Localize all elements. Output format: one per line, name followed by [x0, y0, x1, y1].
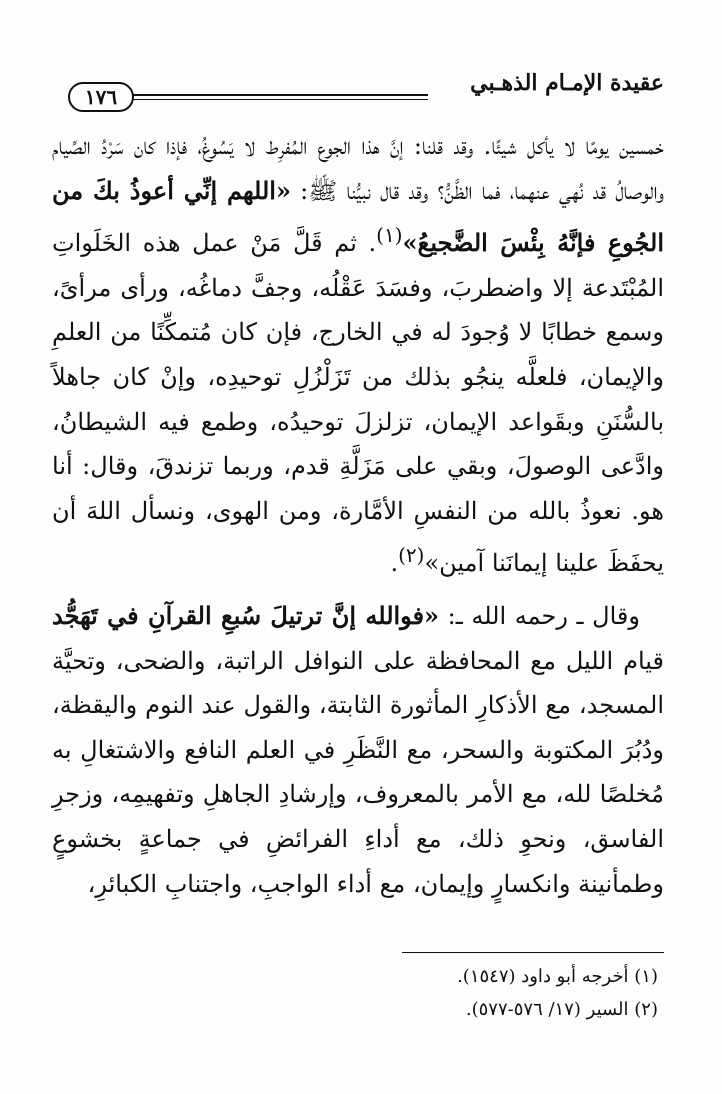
footnote-separator: [402, 952, 664, 953]
page-number: ١٧٦: [68, 82, 134, 112]
running-header: [68, 68, 664, 108]
header-rule: [132, 94, 428, 100]
hadith-quote: «اللهم إنِّي أعوذُ بكَ من الجُوعِ فإنَّهُ بِئْسَ الضَّجيعُ»: [52, 175, 664, 258]
footnote-1: (١) أخرجه أبو داود (١٥٤٧).: [457, 966, 658, 987]
footnote-marker-1: (١): [376, 223, 403, 248]
paragraph-1: [52, 124, 664, 586]
paragraph-2: [52, 594, 664, 906]
footnotes: [58, 960, 658, 1026]
quote-opening: «فوالله إنَّ ترتيلَ سُبعِ القرآنِ في تَهَجُّد: [52, 600, 440, 630]
footnote-2: (٢) السير (١٧/ ٥٧٦-٥٧٧).: [465, 999, 658, 1020]
paragraph-2-text: قيام الليل مع المحافظة على النوافل الراتبة، والضحى، وتحيَّة المسجد، مع الأذكارِ المأثورة الثابتة، والقول عند النوم واليقظة، ودُبُرَ المكتوبة والسحر، مع النَّظَرِ في العلم النافع والاشتغالِ به مُخلصًا لله، مع الأمر بالمعروف، وإرشادِ الجاهلِ وتفهيمِه، وزجرِ الفاسق، ونحوِ ذلك، مع أداءِ الفرائضِ في جماعةٍ بخشوعٍ وطمأنينة وانكسارٍ وإيمان، مع أداء الواجبِ، واجتنابِ الكبائرِ،: [52, 646, 664, 898]
paragraph-1-text: خمسين يومًا لا يأكل شيئًا. وقد قلنا: إنَّ هذا الجوع المُفرِط لا يَسُوغُ، فإذا كان سَرْدُ الصِّيام والوصالُ قد نُهي عنهما، فما الظَّنُّ؟ وقد قال نبيُّنا ﷺ:: [52, 132, 665, 205]
paragraph-1-end: .: [390, 549, 399, 578]
paragraph-2-lead: وقال ـ رحمه الله ـ:: [439, 601, 640, 630]
book-title: عقيدة الإمـام الذهـبي: [470, 70, 664, 96]
paragraph-1-continuation: . ثم قَلَّ مَنْ عمل هذه الخَلَواتِ المُبْتَدعة إلا واضطربَ، وفسَدَ عَقْلُه، وجفَّ دماغُه، ورأى مرأىً، وسمع خطابًا لا وُجودَ له في الخارج، فإن كان مُتمكِّنًا من العلمِ والإيمان، فلعلَّه ينجُو بذلك من تَزَلْزُلِ توحيدِه، وإنْ كان جاهلاً بالسُّنَنِ وبقَواعد الإيمان، تزلزلَ توحيدُه، وطمع فيه الشيطانُ، وادَّعى الوصولَ، وبقي على مَزَلَّةِ قدم، وربما تزندقَ، وقال: أنا هو. نعوذُ بالله من النفسِ الأمَّارة، ومن الهوى، ونسأل اللهَ أن يحفَظَ علينا إيمانَنا آمين»: [52, 229, 665, 578]
main-text: [52, 124, 664, 906]
footnote-marker-2: (٢): [398, 543, 425, 568]
